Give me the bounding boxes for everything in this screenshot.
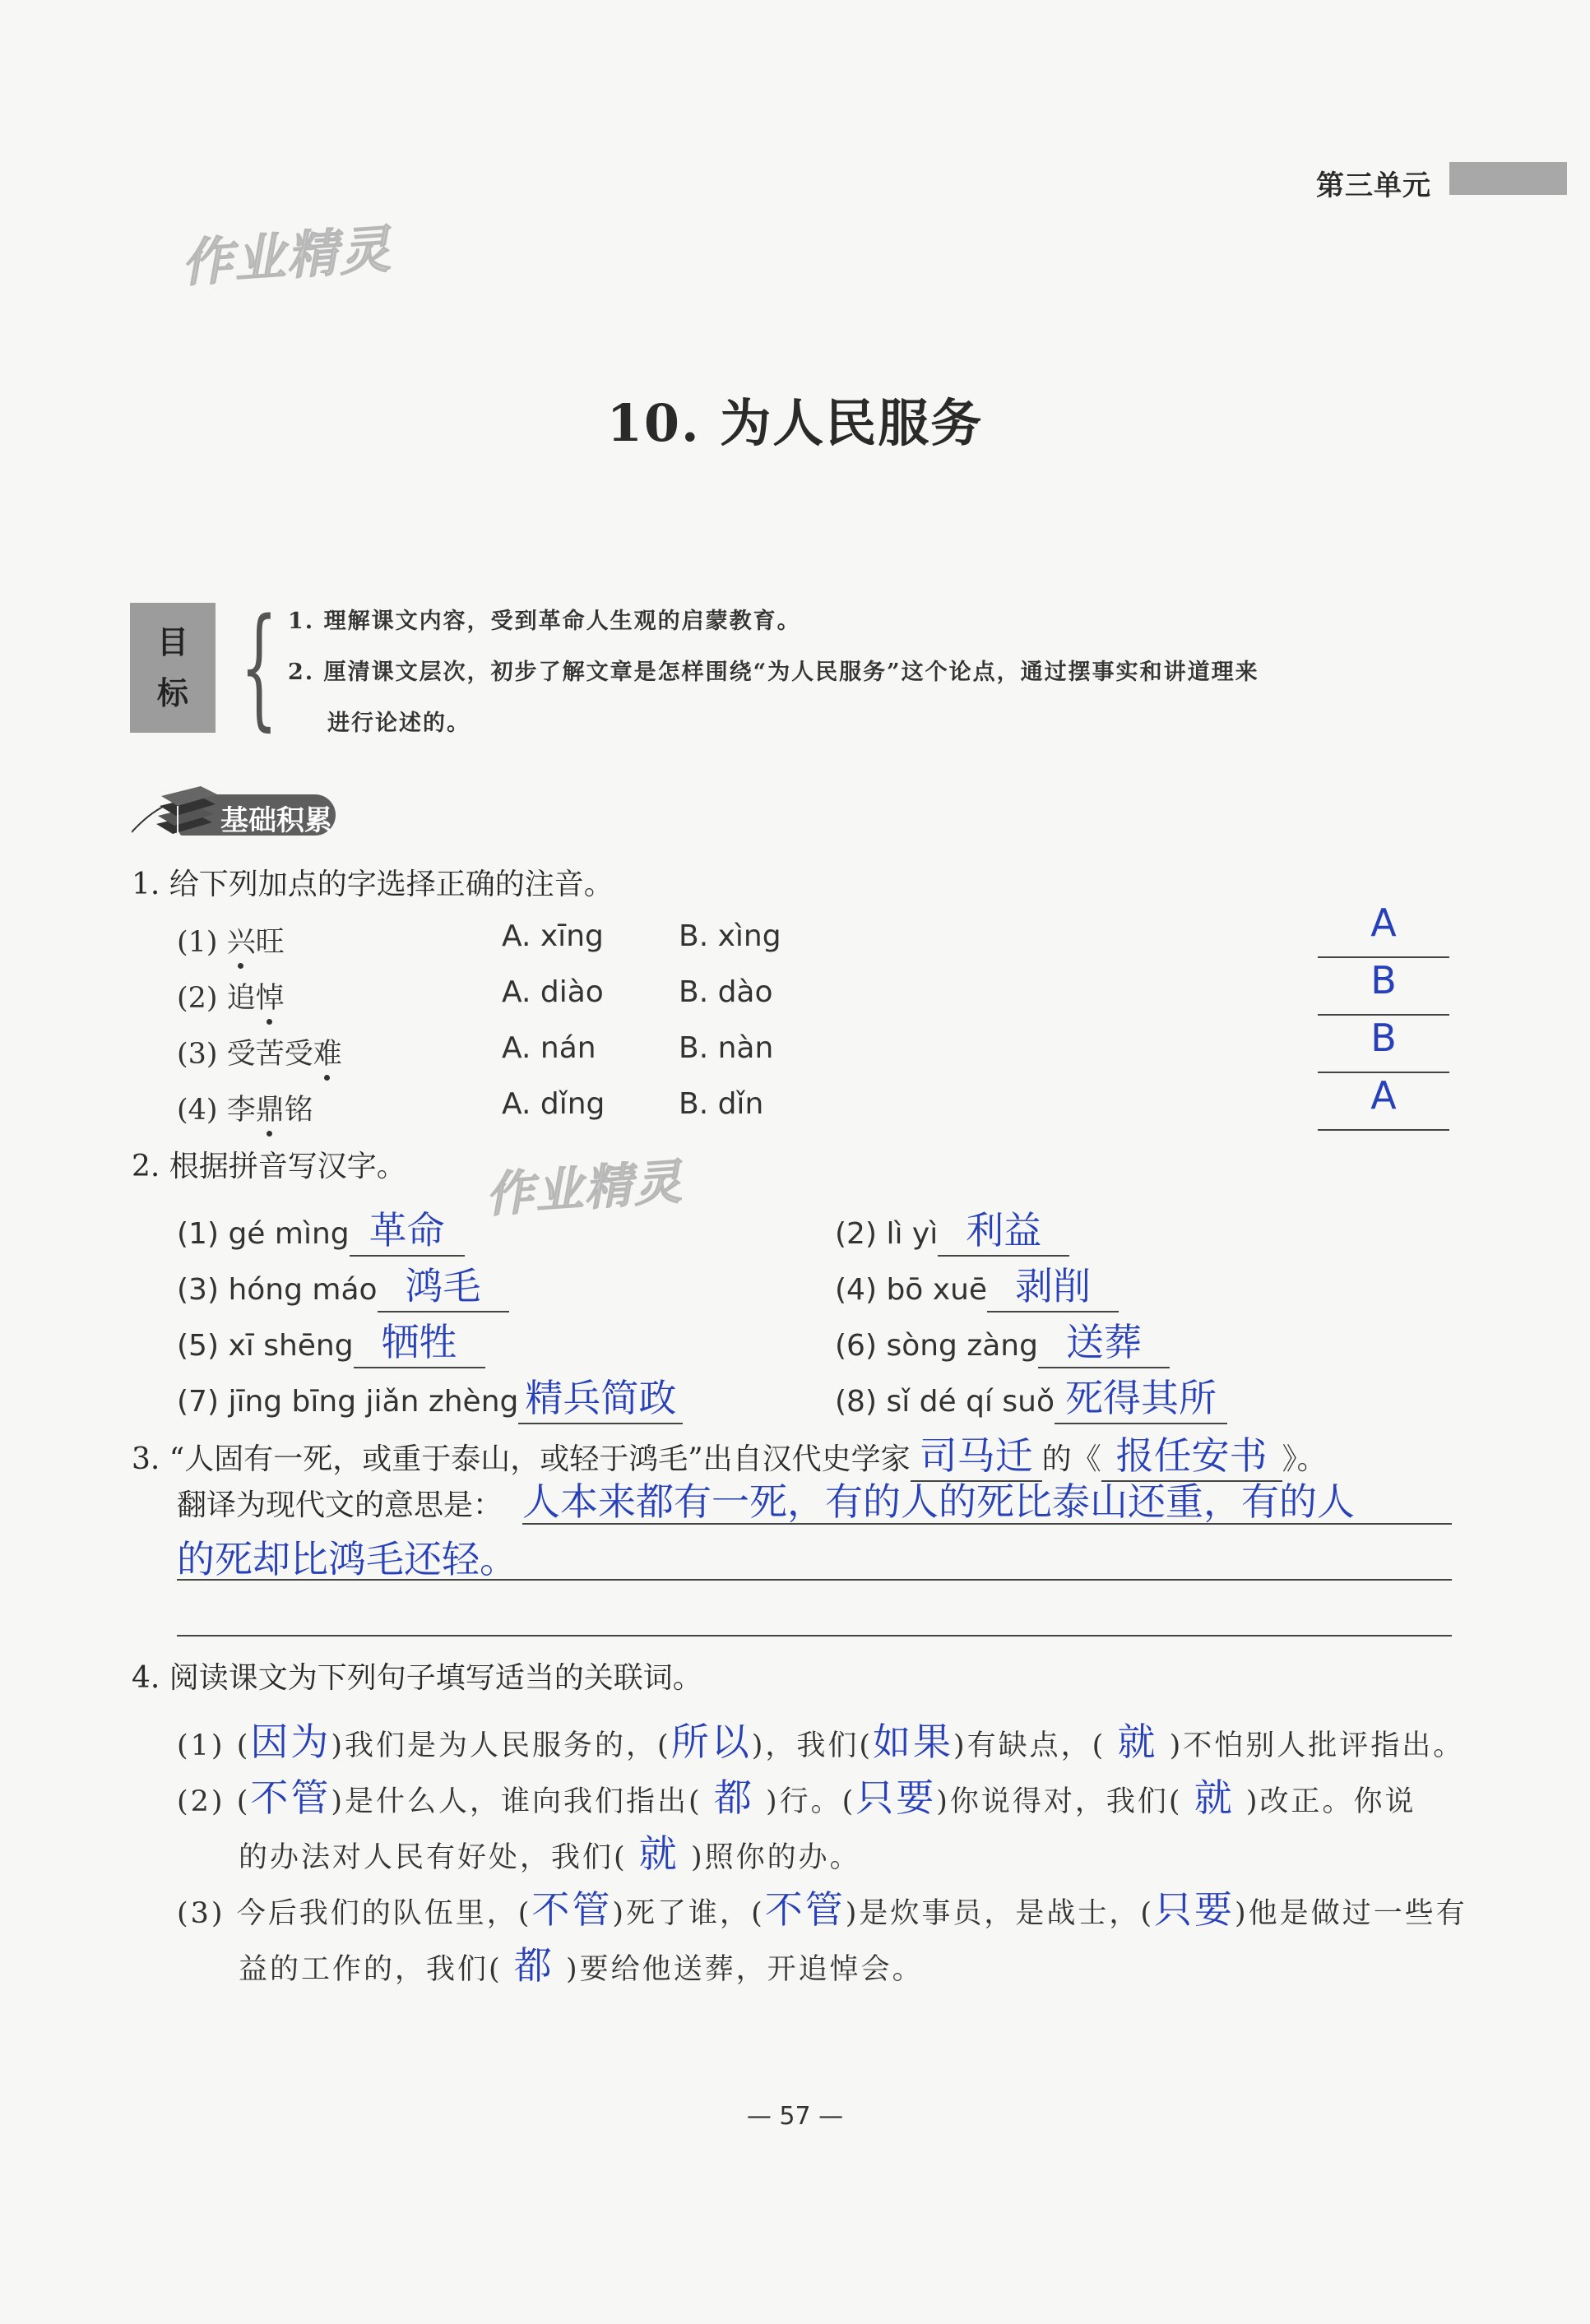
q4-text: 有缺点，(: [967, 1729, 1106, 1762]
q4-sentence-1: (1) (因为)我们是为人民服务的，(所以)，我们(如果)有缺点，( 就 )不怕别人批评指出。: [177, 1720, 1465, 1764]
q1-word: 李: [226, 1094, 256, 1127]
q4-sentence-2-cont: [239, 1824, 861, 1878]
books-icon: [132, 781, 222, 839]
q2-item-2: [835, 1201, 1069, 1257]
answer-blank[interactable]: [378, 1257, 509, 1312]
handwritten-answer[interactable]: 如果: [873, 1720, 954, 1764]
q1-opt-a: A. dǐng: [502, 1087, 605, 1121]
q4-prompt: 4. 阅读课文为下列句子填写适当的关联词。: [132, 1661, 702, 1695]
handwritten-answer: 司马迁: [919, 1433, 1033, 1478]
q4-text: 他是做过一些有: [1248, 1897, 1467, 1930]
q1-item-4: [177, 1087, 313, 1128]
handwritten-answer: 精兵简政: [525, 1376, 677, 1420]
q1-word: 铭: [284, 1094, 313, 1127]
q1-opt-a: A. diào: [502, 975, 604, 1009]
pinyin-label: (8) sǐ dé qí suǒ: [835, 1385, 1055, 1419]
goal-item-3: 进行论述的。: [327, 711, 471, 736]
brace-icon: {: [240, 590, 278, 743]
q1-prompt: 1. 给下列加点的字选择正确的注音。: [132, 868, 614, 901]
unit-bar: [1449, 162, 1567, 195]
q1-num: (1): [177, 926, 218, 959]
handwritten-answer[interactable]: 就: [638, 1831, 679, 1876]
q3-text: 》。: [1282, 1442, 1327, 1476]
q4-text: 是什么人，谁向我们指出(: [345, 1785, 702, 1818]
q1-word: 旺: [255, 926, 285, 959]
handwritten-answer: 剥削: [1015, 1264, 1092, 1308]
q2-item-5: [177, 1312, 485, 1368]
answer-line[interactable]: [177, 1586, 1452, 1637]
dotted-char: 难: [313, 1031, 342, 1072]
q1-answer-column: [1318, 900, 1449, 1131]
q4-text: 今后我们的队伍里，: [236, 1897, 518, 1930]
q2-item-6: [835, 1312, 1170, 1368]
q4-num: (1): [177, 1729, 225, 1762]
handwritten-answer[interactable]: 都: [713, 1775, 754, 1820]
q2-item-7: [177, 1368, 683, 1424]
section-title: 基础积累: [220, 804, 332, 837]
answer-blank[interactable]: [1318, 958, 1449, 1016]
unit-label: 第三单元: [1316, 169, 1431, 202]
handwritten-answer: 死得其所: [1064, 1376, 1217, 1420]
handwritten-answer: 革命: [369, 1208, 445, 1252]
handwritten-answer: 报任安书: [1115, 1433, 1268, 1478]
handwritten-answer: A: [1370, 900, 1397, 945]
handwritten-answer[interactable]: 因为: [250, 1720, 331, 1764]
q3-text: 的《: [1041, 1442, 1101, 1476]
pinyin-label: (1) gé mìng: [177, 1217, 350, 1251]
dotted-char: 兴: [227, 919, 256, 961]
answer-blank[interactable]: [1318, 1016, 1449, 1073]
q4-text: )照你的办。: [690, 1841, 861, 1874]
q4-text: )改正。你说: [1245, 1785, 1416, 1818]
goals-label-2: 标: [156, 675, 188, 711]
q3-prompt: 3. “人固有一死，或重于泰山，或轻于鸿毛”出自汉代史学家: [132, 1442, 911, 1476]
q1-opt-b: B. xìng: [679, 919, 781, 953]
q1-num: (4): [177, 1094, 218, 1127]
q4-text: ，我们: [765, 1729, 860, 1762]
pinyin-label: (7) jīng bīng jiǎn zhèng: [177, 1385, 519, 1419]
handwritten-answer[interactable]: 不管: [764, 1887, 846, 1932]
answer-blank[interactable]: [1318, 1073, 1449, 1131]
goals-label: [130, 603, 216, 733]
q4-text: )行。: [765, 1785, 842, 1818]
pinyin-label: (5) xī shēng: [177, 1329, 354, 1363]
handwritten-answer[interactable]: 就: [1117, 1720, 1158, 1764]
q4-text: 我们是为人民服务的，: [345, 1729, 658, 1762]
answer-blank[interactable]: [987, 1257, 1119, 1312]
q2-item-3: [177, 1257, 509, 1312]
q2-item-4: [835, 1257, 1119, 1312]
q4-sentence-2: (2) (不管)是什么人，谁向我们指出( 都 )行。(只要)你说得对，我们( 就 )改正。你说: [177, 1775, 1416, 1820]
section-header: [132, 781, 378, 839]
handwritten-answer: 的死却比鸿毛还轻。: [177, 1537, 517, 1581]
answer-line[interactable]: [177, 1530, 1452, 1581]
q2-item-8: [835, 1368, 1227, 1424]
handwritten-answer[interactable]: 都: [513, 1943, 554, 1988]
handwritten-answer[interactable]: 就: [1194, 1775, 1235, 1820]
q1-item-2: [177, 975, 285, 1016]
pinyin-label: (2) lì yì: [835, 1217, 939, 1251]
handwritten-answer: 牺牲: [381, 1320, 457, 1364]
q4-text: )要给他送葬，开追悼会。: [565, 1953, 924, 1986]
q3-translate-label: 翻译为现代文的意思是：: [177, 1488, 503, 1522]
answer-blank[interactable]: [354, 1312, 485, 1368]
q4-text: 死了谁，: [626, 1897, 752, 1930]
handwritten-answer: B: [1370, 1016, 1397, 1060]
handwritten-answer[interactable]: 不管: [531, 1887, 613, 1932]
answer-blank[interactable]: [1318, 900, 1449, 958]
handwritten-answer: 利益: [966, 1208, 1042, 1252]
q4-text: 是炊事员，是战士，: [859, 1897, 1141, 1930]
handwritten-answer[interactable]: 不管: [250, 1775, 331, 1820]
handwritten-answer: 鸿毛: [405, 1264, 481, 1308]
q4-sentence-3-cont: [239, 1936, 924, 1990]
answer-blank[interactable]: [518, 1368, 683, 1424]
handwritten-answer[interactable]: 只要: [855, 1775, 937, 1820]
page-number: — 57 —: [746, 2102, 844, 2131]
q1-word: 追: [226, 982, 256, 1015]
pinyin-label: (6) sòng zàng: [835, 1329, 1038, 1363]
handwritten-answer: 人本来都有一死，有的人的死比泰山还重，有的人: [522, 1479, 1355, 1524]
q1-item-1: [177, 919, 285, 961]
q2-prompt: 2. 根据拼音写汉字。: [132, 1150, 406, 1183]
handwritten-answer[interactable]: 所以: [670, 1720, 752, 1764]
q1-num: (2): [177, 982, 218, 1015]
answer-blank[interactable]: [1055, 1368, 1227, 1424]
q1-item-3: [177, 1031, 342, 1072]
q4-text: 益的工作的，我们(: [239, 1953, 503, 1986]
handwritten-answer: B: [1370, 958, 1397, 1002]
q1-opt-b: B. nàn: [679, 1031, 774, 1065]
q1-opt-b: B. dǐn: [679, 1087, 764, 1121]
q1-opt-a: A. xīng: [502, 919, 604, 953]
answer-blank[interactable]: [350, 1201, 465, 1257]
q1-word: 受苦受: [226, 1038, 313, 1071]
q4-sentence-3: (3) 今后我们的队伍里，(不管)死了谁，(不管)是炊事员，是战士，(只要)他是做过一些有: [177, 1887, 1467, 1932]
lesson-title: 10. 为人民服务: [606, 393, 984, 453]
q4-text: )不怕别人批评指出。: [1169, 1729, 1465, 1762]
goal-item-2: 2. 厘清课文层次，初步了解文章是怎样围绕“为人民服务”这个论点，通过摆事实和讲道理来: [288, 660, 1259, 685]
q4-text: 你说得对，我们(: [949, 1785, 1183, 1818]
goal-item-1: 1. 理解课文内容，受到革命人生观的启蒙教育。: [288, 609, 801, 634]
answer-blank[interactable]: [938, 1201, 1069, 1257]
goals-label-1: 目: [156, 624, 188, 660]
handwritten-answer: A: [1370, 1073, 1397, 1118]
q4-text: 的办法对人民有好处，我们(: [239, 1841, 628, 1874]
pinyin-label: (3) hóng máo: [177, 1273, 378, 1307]
pinyin-label: (4) bō xuē: [835, 1273, 988, 1307]
dotted-char: 悼: [256, 975, 285, 1016]
q2-item-1: [177, 1201, 465, 1257]
q1-opt-a: A. nán: [502, 1031, 596, 1065]
answer-line[interactable]: [522, 1472, 1452, 1525]
handwritten-answer: 送葬: [1065, 1320, 1142, 1364]
answer-blank[interactable]: [1038, 1312, 1170, 1368]
watermark: 作业精灵: [484, 1153, 685, 1224]
handwritten-answer[interactable]: 只要: [1154, 1887, 1235, 1932]
q1-num: (3): [177, 1038, 218, 1071]
watermark: 作业精灵: [179, 219, 394, 294]
q4-num: (2): [177, 1785, 225, 1818]
dotted-char: 鼎: [256, 1087, 285, 1128]
q1-opt-b: B. dào: [679, 975, 773, 1009]
q4-num: (3): [177, 1897, 225, 1930]
